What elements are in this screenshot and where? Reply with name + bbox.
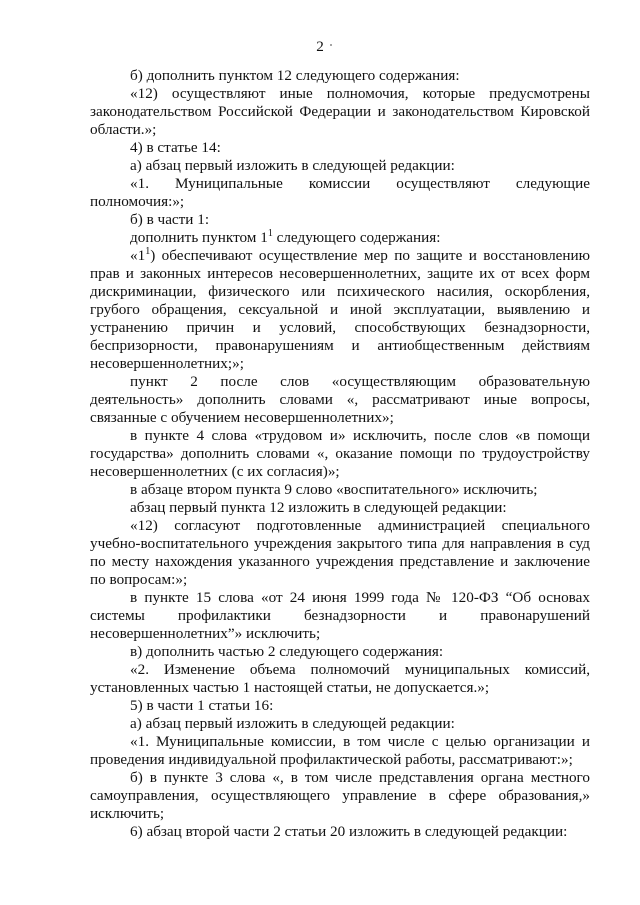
paragraph: «1. Муниципальные комиссии осуществляют следующие полномочия:»; — [90, 175, 590, 210]
superscript: 1 — [145, 246, 151, 257]
paragraph: б) в пункте 3 слова «, в том числе представления органа местного самоуправления, осуществляющего управление в сфере образования,» исключить; — [90, 769, 590, 822]
paragraph-text: ) обеспечивают осуществление мер по защите и восстановлению прав и законных интересов несовершеннолетних, защите их от всех форм дискриминации, физического или психического насилия, оскорбления, грубого обращения, сексуальной и иной эксплуатации, выявлению и устранению причин и условий, способствующих безнадзорности, беспризорности, правонарушениям и антиобщественным действиям несовершеннолетних;»; — [90, 247, 590, 372]
paragraph: в пункте 4 слова «трудовом и» исключить, после слов «в помощи государства» дополнить словами «, оказание помощи по трудоустройству несовершеннолетних (с их согласия)»; — [90, 427, 590, 480]
paragraph: «1. Муниципальные комиссии, в том числе с целью организации и проведения индивидуальной профилактической работы, рассматривают:»; — [90, 733, 590, 768]
paragraph: пункт 2 после слов «осуществляющим образовательную деятельность» дополнить словами «, рассматривают иные вопросы, связанные с обучением несовершеннолетних»; — [90, 373, 590, 426]
paragraph: абзац первый пункта 12 изложить в следующей редакции: — [130, 499, 507, 516]
paragraph: а) абзац первый изложить в следующей редакции: — [130, 715, 455, 732]
paragraph: а) абзац первый изложить в следующей редакции: — [130, 157, 455, 174]
paragraph: б) дополнить пунктом 12 следующего содержания: — [130, 67, 460, 84]
paragraph-text: «1 — [130, 247, 146, 264]
paragraph: «12) согласуют подготовленные администрацией специального учебно-воспитательного учреждения закрытого типа для направления в суд по месту нахождения указанного учреждения представление и заключение по вопросам:»; — [90, 517, 590, 588]
paragraph: в абзаце втором пункта 9 слово «воспитательного» исключить; — [130, 481, 538, 498]
paragraph: «2. Изменение объема полномочий муниципальных комиссий, установленных частью 1 настоящей статьи, не допускается.»; — [90, 661, 590, 696]
paragraph: «12) осуществляют иные полномочия, которые предусмотрены законодательством Российской Федерации и законодательством Кировской области.»; — [90, 85, 590, 138]
paragraph: б) в части 1: — [130, 211, 210, 228]
paragraph: 4) в статье 14: — [130, 139, 221, 156]
document-body — [90, 67, 590, 841]
paragraph: в пункте 15 слова «от 24 июня 1999 года № 120-ФЗ “Об основах системы профилактики безнадзорности и правонарушений несовершеннолетних”» исключить; — [90, 589, 590, 642]
superscript: 1 — [267, 228, 273, 239]
paragraph-text: дополнить пунктом 1 — [130, 229, 268, 246]
paragraph: 5) в части 1 статьи 16: — [130, 697, 274, 714]
paragraph: 6) абзац второй части 2 статьи 20 изложить в следующей редакции: — [130, 823, 568, 840]
paragraph — [90, 247, 590, 373]
page-number: 2 — [316, 38, 324, 55]
paragraph: в) дополнить частью 2 следующего содержания: — [130, 643, 444, 660]
paragraph-text: следующего содержания: — [272, 229, 441, 246]
paragraph — [90, 229, 590, 247]
